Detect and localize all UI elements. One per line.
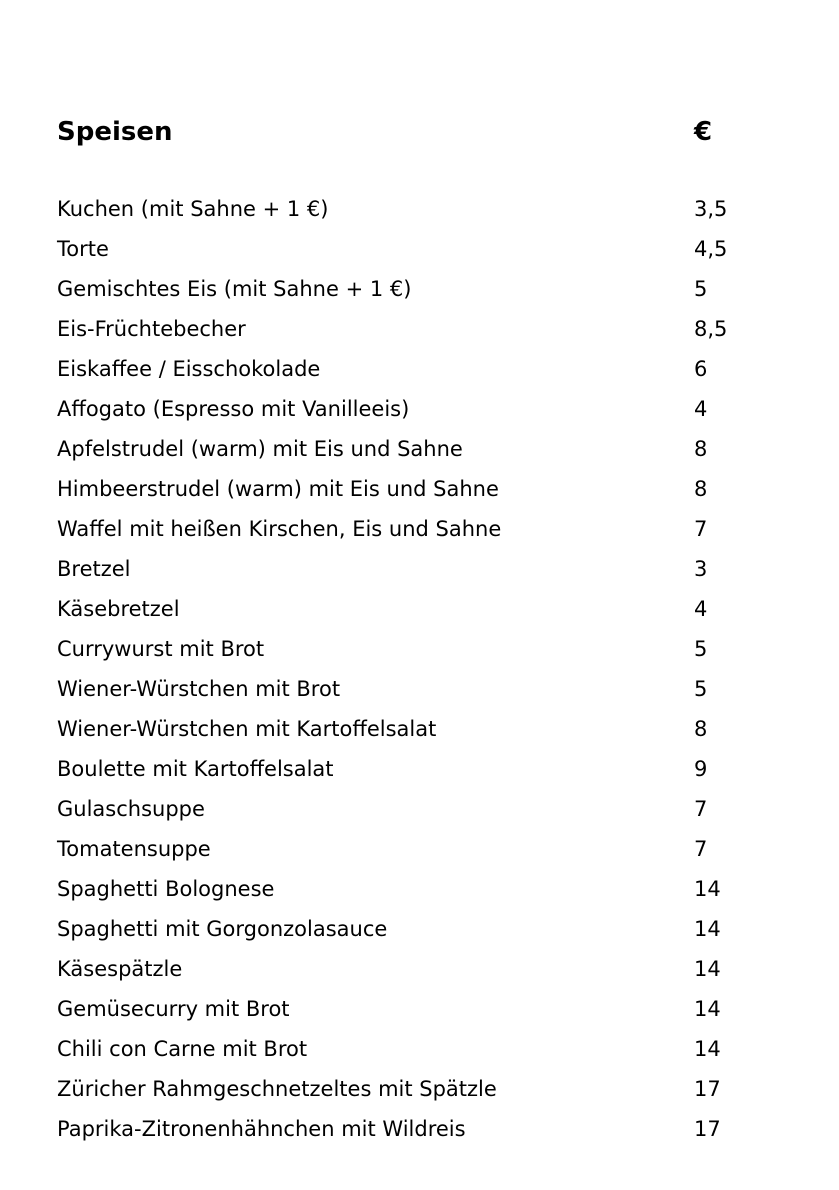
menu-item-price: 8 (694, 437, 708, 461)
menu-item-price: 4 (694, 597, 708, 621)
menu-item-price: 8 (694, 477, 708, 501)
menu-item-price: 8 (694, 717, 708, 741)
menu-item (57, 833, 777, 873)
menu-item (57, 393, 777, 433)
menu-item-name: Chili con Carne mit Brot (57, 1037, 308, 1061)
currency-header: € (694, 117, 713, 147)
menu-item (57, 353, 777, 393)
menu-item-name: Züricher Rahmgeschnetzeltes mit Spätzle (57, 1077, 497, 1101)
menu-item-price: 17 (694, 1117, 721, 1141)
menu-item (57, 313, 777, 353)
menu-item-name: Eiskaffee / Eisschokolade (57, 357, 321, 381)
menu-item-name: Spaghetti Bolognese (57, 877, 275, 901)
menu-item-name: Spaghetti mit Gorgonzolasauce (57, 917, 388, 941)
menu-item (57, 473, 777, 513)
menu-item-price: 9 (694, 757, 708, 781)
menu-item (57, 753, 777, 793)
menu-item (57, 673, 777, 713)
menu-item-price: 8,5 (694, 317, 728, 341)
menu-item-price: 7 (694, 837, 708, 861)
menu-item-price: 3 (694, 557, 708, 581)
menu-item-name: Gemischtes Eis (mit Sahne + 1 €) (57, 277, 412, 301)
menu-item-price: 17 (694, 1077, 721, 1101)
menu-item-name: Affogato (Espresso mit Vanilleeis) (57, 397, 410, 421)
menu-item-name: Paprika-Zitronenhähnchen mit Wildreis (57, 1117, 466, 1141)
menu-item-price: 4 (694, 397, 708, 421)
menu-item-price: 14 (694, 1037, 721, 1061)
menu-item (57, 713, 777, 753)
menu-item (57, 193, 777, 233)
menu-item-name: Käsebretzel (57, 597, 180, 621)
menu-item-price: 7 (694, 517, 708, 541)
menu-item (57, 1113, 777, 1153)
menu-item-name: Käsespätzle (57, 957, 183, 981)
menu-item-name: Eis-Früchtebecher (57, 317, 246, 341)
menu-list (57, 193, 777, 1153)
menu-item-price: 5 (694, 677, 708, 701)
menu-header (57, 114, 777, 154)
menu-item-price: 6 (694, 357, 708, 381)
menu-item-price: 14 (694, 997, 721, 1021)
menu-item (57, 913, 777, 953)
menu-item-price: 5 (694, 277, 708, 301)
menu-item (57, 433, 777, 473)
menu-item-price: 5 (694, 637, 708, 661)
menu-item-price: 14 (694, 957, 721, 981)
menu-item (57, 513, 777, 553)
menu-item (57, 953, 777, 993)
menu-item-name: Currywurst mit Brot (57, 637, 265, 661)
menu-item-price: 3,5 (694, 197, 728, 221)
menu-item-name: Gulaschsuppe (57, 797, 205, 821)
menu-item (57, 793, 777, 833)
menu-item (57, 273, 777, 313)
menu-item-name: Bretzel (57, 557, 131, 581)
menu-item-name: Torte (57, 237, 109, 261)
menu-item (57, 233, 777, 273)
menu-item-price: 14 (694, 917, 721, 941)
menu-item (57, 1073, 777, 1113)
menu-item-name: Waffel mit heißen Kirschen, Eis und Sahne (57, 517, 502, 541)
menu-item-name: Tomatensuppe (57, 837, 211, 861)
menu-item-name: Kuchen (mit Sahne + 1 €) (57, 197, 329, 221)
menu-item-name: Gemüsecurry mit Brot (57, 997, 290, 1021)
menu-item (57, 1033, 777, 1073)
menu-item-price: 7 (694, 797, 708, 821)
menu-item (57, 633, 777, 673)
menu-title: Speisen (57, 117, 173, 147)
menu-item (57, 593, 777, 633)
menu-item (57, 993, 777, 1033)
menu-item-name: Wiener-Würstchen mit Brot (57, 677, 341, 701)
menu-item-name: Apfelstrudel (warm) mit Eis und Sahne (57, 437, 463, 461)
menu-item-price: 4,5 (694, 237, 728, 261)
menu-item (57, 553, 777, 593)
menu-item-name: Wiener-Würstchen mit Kartoffelsalat (57, 717, 437, 741)
menu-item-price: 14 (694, 877, 721, 901)
menu-item-name: Boulette mit Kartoffelsalat (57, 757, 334, 781)
menu-item (57, 873, 777, 913)
menu-item-name: Himbeerstrudel (warm) mit Eis und Sahne (57, 477, 499, 501)
